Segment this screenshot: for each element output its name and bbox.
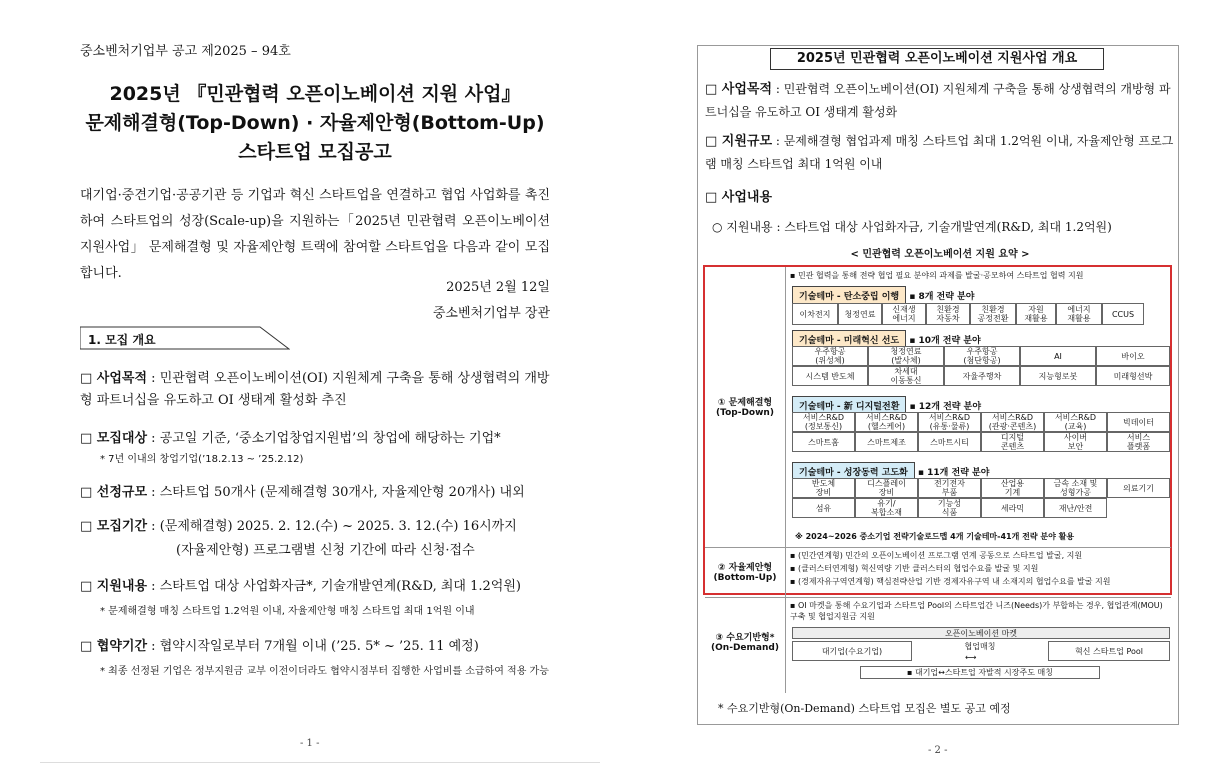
bottomup-line-1: ▪ (민간연계형) 민간의 오픈이노베이션 프로그램 연계 공동으로 스타트업 발굴, 지원 [790,551,1083,560]
theme-tag: 기술테마 - 성장동력 고도화 [792,462,915,481]
market-right: 혁신 스타트업 Pool [1048,641,1170,661]
theme-cell: 우주항공 (위성체) [792,346,868,366]
theme-cell: 청정연료 [838,303,882,325]
theme-cell: 우주항공 (첨단항공) [944,346,1020,366]
theme-cell: 스마트홈 [792,432,855,452]
theme-tag: 기술테마 - 미래혁신 선도 [792,330,906,349]
row-divider [705,597,1171,598]
row-divider [705,547,1171,548]
note-retroactive: * 최종 선정된 기업은 정부지원금 교부 이전이더라도 협약시점부터 집행한 사업비를 소급하여 적용 가능 [100,666,549,677]
note-support-amount: * 문제해결형 매칭 스타트업 1.2억원 이내, 자율제안형 매칭 스타트업 최대 1억원 이내 [100,606,475,617]
summary-title: < 민관협력 오픈이노베이션 지원 요약 > [850,249,1030,260]
theme-cell: 시스템 반도체 [792,366,868,386]
title-line-1: 2025년 『민관협력 오픈이노베이션 지원 사업』 [109,83,521,105]
theme-count: ▪ 8개 전략 분야 [909,292,975,302]
theme-cell: 디스플레이 장비 [855,478,918,498]
p2-label: □ 사업목적 [705,82,773,97]
theme-cell: 지능형로봇 [1020,366,1096,386]
item-scale [80,482,550,504]
ondemand-label: ③ 수요기반형* (On-Demand) [711,633,779,653]
p2-purpose [705,78,1175,123]
theme-cell: 반도체 장비 [792,478,855,498]
page-number-1: - 1 - [300,738,320,749]
theme-cell: 서비스R&D (관광·콘텐츠) [981,412,1044,432]
market-bottom: ▪ 대기업↔스타트업 자발적 시장주도 매칭 [860,666,1100,679]
theme-cell: 디지털 콘텐츠 [981,432,1044,452]
theme-cell: 사이버 보안 [1044,432,1107,452]
theme-cell: 이차전지 [792,303,838,325]
theme-cell: 자율주행차 [944,366,1020,386]
item-label: □ 협약기간 [80,639,148,654]
section-heading-text: 1. 모집 개요 [88,333,156,347]
p2-text: : 민관협력 오픈이노베이션(OI) 지원체계 구축을 통해 상생협력의 개방형 파트너십을 유도하고 OI 생태계 활성화 [705,82,1171,119]
p2-text: : 문제해결형 협업과제 매칭 스타트업 최대 1.2억원 이내, 자율제안형 프로그램 매칭 스타트업 최대 1억원 이내 [705,134,1174,171]
item-label: □ 모집대상 [80,431,148,446]
theme-cell: 스마트시티 [918,432,981,452]
bottomup-line-3: ▪ (경제자유구역연계형) 핵심전략산업 기반 경제자유구역 내 소재지의 협업수요를 발굴 지원 [790,577,1111,586]
theme-count: ▪ 10개 전략 분야 [909,336,981,346]
theme-cell: 스마트제조 [855,432,918,452]
theme-cell: 산업용 기계 [981,478,1044,498]
announcement-date: 2025년 2월 12일 [446,280,550,295]
theme-cell: 빅데이터 [1107,412,1170,432]
item-label: □ 지원내용 [80,579,148,594]
theme-cell: 서비스R&D (유통·물류) [918,412,981,432]
item-target [80,428,550,450]
theme-tag: 기술테마 - 탄소중립 이행 [792,286,906,305]
theme-cell: 청정연료 (발사체) [868,346,944,366]
footnote: * 수요기반형(On-Demand) 스타트업 모집은 별도 공고 예정 [718,702,1011,715]
item-text: : 협약시작일로부터 7개월 이내 (’25. 5* ~ ’25. 11 예정) [147,639,479,654]
bottomup-line-2: ▪ (클러스터연계형) 혁신역량 기반 클러스터의 협업수요를 발굴 및 지원 [790,564,1039,573]
theme-cell: 전기전자 부품 [918,478,981,498]
theme-cell: 서비스 플랫폼 [1107,432,1170,452]
theme-cell: 세라믹 [981,498,1044,518]
section-heading [80,326,290,350]
item-label: □ 선정규모 [80,485,148,500]
item-agreement [80,636,550,658]
theme-count: ▪ 12개 전략 분야 [909,402,982,412]
theme-tag: 기술테마 - 新 디지털전환 [792,396,906,415]
item-text: : 민관협력 오픈이노베이션(OI) 지원체계 구축을 통해 상생협력의 개방형 파트너십을 유도하고 OI 생태계 활성화 추진 [80,371,550,408]
theme-cell: 유기/ 복합소재 [855,498,918,518]
p2-support-line: ○ 지원내용 : 스타트업 대상 사업화자금, 기술개발연계(R&D, 최대 1.2억원) [712,220,1112,234]
item-text: : 공고일 기준, ‘중소기업창업지원법’의 창업에 해당하는 기업* [147,431,501,446]
theme-cell: 기능성 식품 [918,498,981,518]
ondemand-text: ▪ OI 마켓을 통해 수요기업과 스타트업 Pool의 스타트업간 니즈(Needs)가 부합하는 경우, 협업관계(MOU) 구축 및 협업지원금 지원 [790,601,1163,621]
item-text: : 스타트업 50개사 (문제해결형 30개사, 자율제안형 20개사) 내외 [147,485,525,500]
page2-header: 2025년 민관협력 오픈이노베이션 지원사업 개요 [770,48,1104,70]
theme-cell: 금속 소재 및 성형가공 [1044,478,1107,498]
column-divider [785,267,786,693]
page-title [80,80,550,167]
item-label: □ 모집기간 [80,519,148,534]
theme-cell: 서비스R&D (헬스케어) [855,412,918,432]
title-line-3: 스타트업 모집공고 [238,141,392,163]
theme-cell: CCUS [1102,303,1144,325]
roadmap-note: ※ 2024~2026 중소기업 전략기술로드맵 4개 기술테마-41개 전략 분야 활용 [795,532,1075,541]
market-title: 오픈이노베이션 마켓 [792,627,1170,639]
title-line-2: 문제해결형(Top-Down) · 자율제안형(Bottom-Up) [85,112,545,134]
market-left: 대기업(수요기업) [792,641,912,661]
p2-label: □ 지원규모 [705,134,773,149]
item-label: □ 사업목적 [80,371,148,386]
item-support [80,576,550,598]
theme-cell: 친환경 공정전환 [970,303,1016,325]
item-period [80,516,550,538]
theme-cell: 차세대 이동통신 [868,366,944,386]
p2-scale [705,130,1175,175]
p2-label: □ 사업내용 [705,190,773,205]
theme-cell: 의료기기 [1107,478,1170,498]
theme-cell: AI [1020,346,1096,366]
item-text: : (문제해결형) 2025. 2. 12.(수) ~ 2025. 3. 12.(수) 16시까지 [147,519,517,534]
theme-cell: 서비스R&D (교육) [1044,412,1107,432]
notice-number: 중소벤처기업부 공고 제2025 – 94호 [80,44,291,59]
page-number-2: - 2 - [928,745,948,756]
theme-cell: 섬유 [792,498,855,518]
topdown-label: ① 문제해결형 (Top-Down) [716,398,774,418]
theme-cell: 서비스R&D (정보통신) [792,412,855,432]
p2-content [705,186,1175,209]
theme-cell: 자원 재활용 [1016,303,1056,325]
item-text: : 스타트업 대상 사업화자금*, 기술개발연계(R&D, 최대 1.2억원) [147,579,521,594]
theme-cell: 친환경 자동차 [926,303,970,325]
theme-cell: 바이오 [1096,346,1170,366]
intro-paragraph: 대기업·중견기업·공공기관 등 기업과 혁신 스타트업을 연결하고 협업 사업화를 촉진하여 스타트업의 성장(Scale-up)을 지원하는「2025년 민관협력 오픈이노베이션 지원사업」 문제해결형 및 자율제안형 트랙에 참여할 스타트업을 다음과 같이 모집합니다. [80,188,550,281]
note-startup-age: * 7년 이내의 창업기업(’18.2.13 ~ ’25.2.12) [100,454,304,465]
theme-cell: 신재생 에너지 [882,303,926,325]
theme-cell: 미래형선박 [1096,366,1170,386]
theme-cell: 에너지 재활용 [1056,303,1102,325]
market-mid: 협업매칭 [964,642,996,651]
double-arrow-icon: ⟷ [965,653,977,662]
item-purpose [80,368,550,412]
topdown-intro: ▪ 민관 협력을 통해 전략 협업 필요 분야의 과제를 발굴·공모하여 스타트업 협력 지원 [790,271,1084,280]
theme-cell: 재난/안전 [1044,498,1107,518]
theme-count: ▪ 11개 전략 분야 [917,468,990,478]
page-divider [40,762,600,763]
announcing-org: 중소벤처기업부 장관 [432,306,550,321]
item-period-line2: (자율제안형) 프로그램별 신청 기간에 따라 신청·접수 [176,543,475,558]
bottomup-label: ② 자율제안형 (Bottom-Up) [713,563,777,583]
